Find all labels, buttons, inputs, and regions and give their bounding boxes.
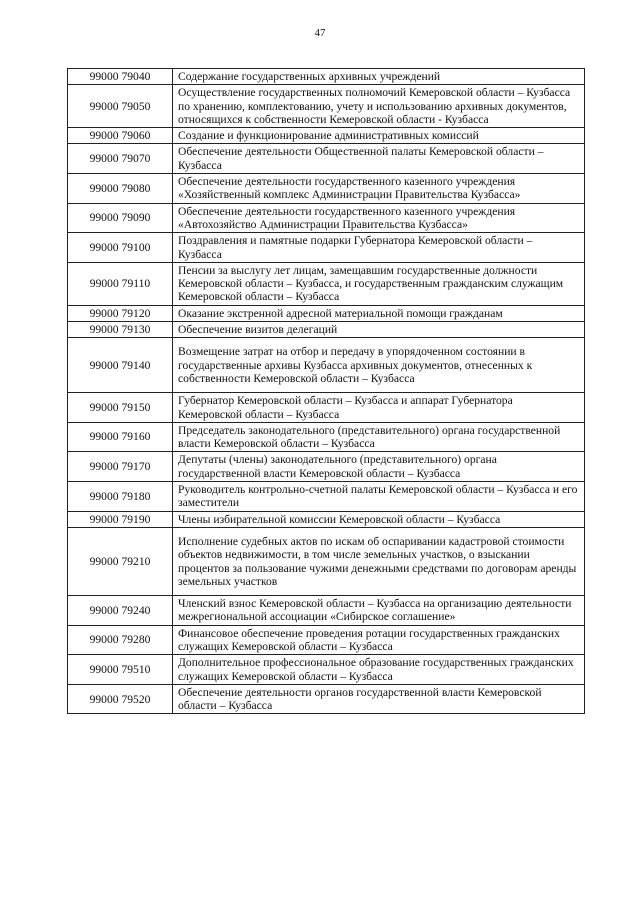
code-cell: 99000 79520 bbox=[68, 684, 173, 714]
code-cell: 99000 79100 bbox=[68, 233, 173, 263]
description-cell: Финансовое обеспечение проведения ротации государственных гражданских служащих Кемеровской области – Кузбасса bbox=[173, 625, 585, 655]
table-row bbox=[68, 322, 585, 338]
code-cell: 99000 79060 bbox=[68, 128, 173, 144]
code-cell: 99000 79090 bbox=[68, 203, 173, 233]
table-row bbox=[68, 144, 585, 174]
code-cell: 99000 79190 bbox=[68, 511, 173, 527]
description-cell: Создание и функционирование административных комиссий bbox=[173, 128, 585, 144]
code-cell: 99000 79130 bbox=[68, 322, 173, 338]
description-cell: Руководитель контрольно-счетной палаты Кемеровской области – Кузбасса и его заместители bbox=[173, 482, 585, 512]
description-cell: Члены избирательной комиссии Кемеровской области – Кузбасса bbox=[173, 511, 585, 527]
table-row bbox=[68, 452, 585, 482]
table-row bbox=[68, 203, 585, 233]
code-cell: 99000 79070 bbox=[68, 144, 173, 174]
code-cell: 99000 79280 bbox=[68, 625, 173, 655]
description-cell: Поздравления и памятные подарки Губернатора Кемеровской области – Кузбасса bbox=[173, 233, 585, 263]
table-row bbox=[68, 85, 585, 128]
table-row bbox=[68, 527, 585, 595]
description-cell: Возмещение затрат на отбор и передачу в упорядоченном состоянии в государственные архивы Кузбасса архивных документов, отнесенных к собственности Кемеровской области – Кузбасса bbox=[173, 338, 585, 393]
code-cell: 99000 79140 bbox=[68, 338, 173, 393]
table-row bbox=[68, 338, 585, 393]
table-row bbox=[68, 128, 585, 144]
table-row bbox=[68, 305, 585, 321]
description-cell: Осуществление государственных полномочий Кемеровской области – Кузбасса по хранению, комплектованию, учету и использованию архивных документов, относящихся к собственности Кемеровской области - Кузбасса bbox=[173, 85, 585, 128]
table-row bbox=[68, 69, 585, 85]
description-cell: Пенсии за выслугу лет лицам, замещавшим государственные должности Кемеровской области – Кузбасса, и государственным гражданским служащим Кемеровской области – Кузбасса bbox=[173, 262, 585, 305]
code-cell: 99000 79180 bbox=[68, 482, 173, 512]
code-cell: 99000 79110 bbox=[68, 262, 173, 305]
description-cell: Обеспечение визитов делегаций bbox=[173, 322, 585, 338]
table-row bbox=[68, 625, 585, 655]
code-cell: 99000 79240 bbox=[68, 596, 173, 626]
table-row bbox=[68, 393, 585, 423]
code-cell: 99000 79050 bbox=[68, 85, 173, 128]
table-row bbox=[68, 596, 585, 626]
code-cell: 99000 79160 bbox=[68, 422, 173, 452]
description-cell: Обеспечение деятельности государственного казенного учреждения «Автохозяйство Администрации Правительства Кузбасса» bbox=[173, 203, 585, 233]
description-cell: Председатель законодательного (представительного) органа государственной власти Кемеровской области – Кузбасса bbox=[173, 422, 585, 452]
description-cell: Членский взнос Кемеровской области – Кузбасса на организацию деятельности межрегиональной ассоциации «Сибирское соглашение» bbox=[173, 596, 585, 626]
table-row bbox=[68, 511, 585, 527]
description-cell: Обеспечение деятельности Общественной палаты Кемеровской области – Кузбасса bbox=[173, 144, 585, 174]
budget-code-table bbox=[67, 68, 585, 714]
table-row bbox=[68, 174, 585, 204]
description-cell: Оказание экстренной адресной материальной помощи гражданам bbox=[173, 305, 585, 321]
description-cell: Губернатор Кемеровской области – Кузбасса и аппарат Губернатора Кемеровской области – Кузбасса bbox=[173, 393, 585, 423]
code-cell: 99000 79210 bbox=[68, 527, 173, 595]
code-cell: 99000 79080 bbox=[68, 174, 173, 204]
description-cell: Обеспечение деятельности органов государственной власти Кемеровской области – Кузбасса bbox=[173, 684, 585, 714]
table-row bbox=[68, 655, 585, 685]
table-row bbox=[68, 422, 585, 452]
code-cell: 99000 79120 bbox=[68, 305, 173, 321]
table-row bbox=[68, 233, 585, 263]
table-row bbox=[68, 482, 585, 512]
table-row bbox=[68, 684, 585, 714]
description-cell: Исполнение судебных актов по искам об оспаривании кадастровой стоимости объектов недвижимости, в том числе земельных участков, о взыскании процентов за пользование чужими денежными средствами по договорам аренды земельных участков bbox=[173, 527, 585, 595]
description-cell: Обеспечение деятельности государственного казенного учреждения «Хозяйственный комплекс Администрации Правительства Кузбасса» bbox=[173, 174, 585, 204]
description-cell: Содержание государственных архивных учреждений bbox=[173, 69, 585, 85]
code-cell: 99000 79040 bbox=[68, 69, 173, 85]
code-cell: 99000 79150 bbox=[68, 393, 173, 423]
code-cell: 99000 79170 bbox=[68, 452, 173, 482]
table-row bbox=[68, 262, 585, 305]
description-cell: Дополнительное профессиональное образование государственных гражданских служащих Кемеровской области – Кузбасса bbox=[173, 655, 585, 685]
description-cell: Депутаты (члены) законодательного (представительного) органа государственной власти Кемеровской области – Кузбасса bbox=[173, 452, 585, 482]
page-number: 47 bbox=[314, 27, 326, 39]
code-cell: 99000 79510 bbox=[68, 655, 173, 685]
